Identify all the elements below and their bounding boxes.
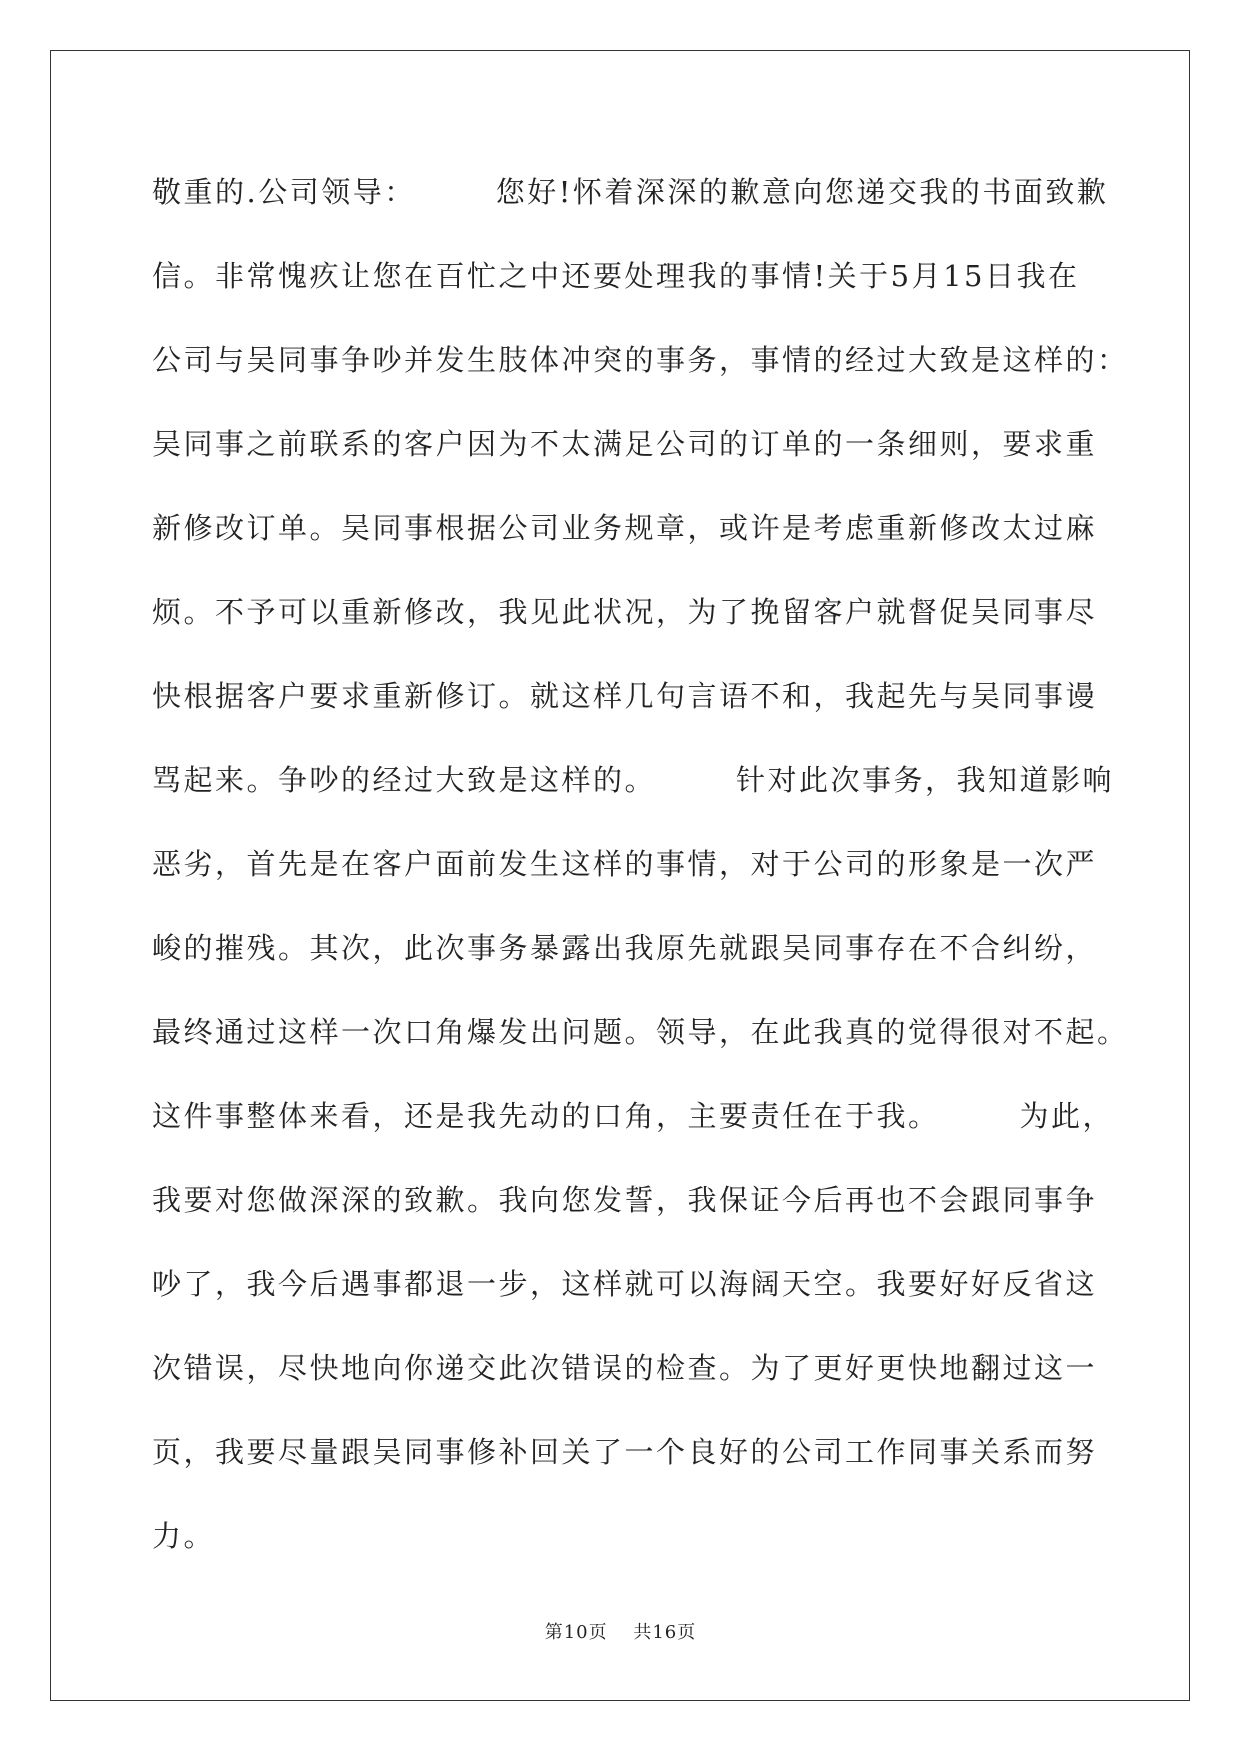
body-line: 快根据客户要求重新修订。就这样几句言语不和，我起先与吴同事谩	[152, 679, 1098, 713]
page-number: 第10页 共16页	[544, 1622, 697, 1643]
body-line: 恶劣，首先是在客户面前发生这样的事情，对于公司的形象是一次严	[152, 847, 1098, 881]
body-line: 峻的摧残。其次，此次事务暴露出我原先就跟吴同事存在不合纠纷，	[152, 931, 1098, 965]
body-line: 敬重的.公司领导： 您好!怀着深深的歉意向您递交我的书面致歉	[152, 175, 1109, 209]
body-line: 这件事整体来看，还是我先动的口角，主要责任在于我。 为此，	[152, 1099, 1115, 1133]
body-line: 公司与吴同事争吵并发生肢体冲突的事务，事情的经过大致是这样的：	[152, 343, 1129, 377]
body-line: 骂起来。争吵的经过大致是这样的。 针对此次事务，我知道影响	[152, 763, 1115, 797]
body-line: 吴同事之前联系的客户因为不太满足公司的订单的一条细则，要求重	[152, 427, 1098, 461]
body-line: 力。	[152, 1519, 216, 1553]
page-footer	[0, 1618, 1241, 1644]
body-line: 信。非常愧疚让您在百忙之中还要处理我的事情!关于5月15日我在	[152, 259, 1080, 293]
body-line: 页，我要尽量跟吴同事修补回关了一个良好的公司工作同事关系而努	[152, 1435, 1098, 1469]
body-line: 烦。不予可以重新修改，我见此状况，为了挽留客户就督促吴同事尽	[152, 595, 1098, 629]
body-line: 次错误，尽快地向你递交此次错误的检查。为了更好更快地翻过这一	[152, 1351, 1098, 1385]
body-line: 吵了，我今后遇事都退一步，这样就可以海阔天空。我要好好反省这	[152, 1267, 1098, 1301]
body-line: 我要对您做深深的致歉。我向您发誓，我保证今后再也不会跟同事争	[152, 1183, 1098, 1217]
body-line: 最终通过这样一次口角爆发出问题。领导，在此我真的觉得很对不起。	[152, 1015, 1129, 1049]
body-line: 新修改订单。吴同事根据公司业务规章，或许是考虑重新修改太过麻	[152, 511, 1098, 545]
document-body	[152, 160, 1129, 1588]
